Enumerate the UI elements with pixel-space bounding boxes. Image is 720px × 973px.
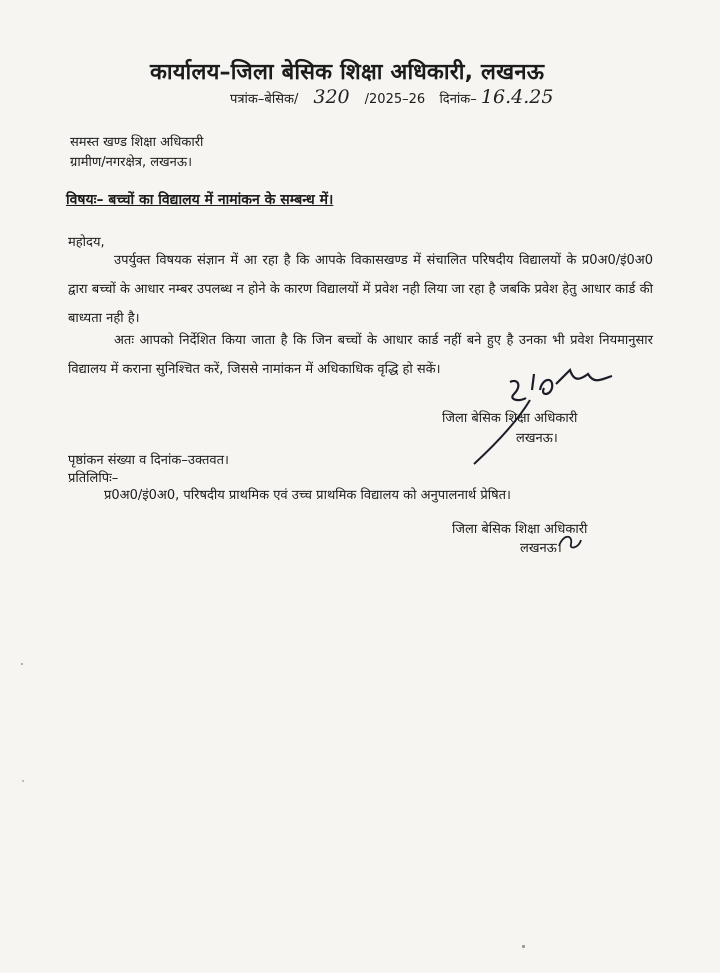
recipient-line-2: ग्रामीण/नगरक्षेत्र, लखनऊ। [70,155,193,170]
signature-2-place: लखनऊ। [520,541,562,556]
copy-label: प्रतिलिपिः– [68,471,119,486]
patrank-label: पत्रांक–बेसिक/ [230,92,299,107]
scan-speck [522,945,525,948]
salutation: महोदय, [68,235,105,250]
patrank-number: 320 [313,86,350,108]
office-title: कार्यालय–जिला बेसिक शिक्षा अधिकारी, लखनऊ [150,60,545,85]
body-paragraph-2: अतः आपको निर्देशित किया जाता है कि जिन बच्चों के आधार कार्ड नहीं बने हुए है उनका भी प्रवेश नियमानुसार विद्यालय में कराना सुनिश्चित करें, जिससे नामांकन में अधिकाधिक वृद्धि हो सकें। [68,333,653,377]
scan-speck [22,780,24,782]
initial-mark [555,530,585,552]
copy-to-line: प्र0अ0/इं0अ0, परिषदीय प्राथमिक एवं उच्च प्राथमिक विद्यालय को अनुपालनार्थ प्रेषित। [104,488,511,503]
reference-line [230,86,553,108]
endorsement-line: पृष्ठांकन संख्या व दिनांक–उक्तवत। [68,453,229,468]
body-paragraph-1: उपर्युक्त विषयक संज्ञान में आ रहा है कि आपके विकासखण्ड में संचालित परिषदीय विद्यालयों के प्र0अ0/इं0अ0 द्वारा बच्चों के आधार नम्बर उपलब्ध न होने के कारण विद्यालयों में प्रवेश नही लिया जा रहा है जबकि प्रवेश हेतु आधार कार्ड की बाध्यता नही है। [68,253,653,326]
session-label: /2025–26 [364,92,426,107]
dinank-value: 16.4.25 [480,86,554,108]
scan-speck [21,663,23,665]
dinank-label: दिनांक– [439,92,477,107]
subject-line: विषयः– बच्चों का विद्यालय में नामांकन के सम्बन्ध में। [66,192,334,208]
signature-2-designation: जिला बेसिक शिक्षा अधिकारी [452,522,588,537]
signature-1-place: लखनऊ। [516,431,558,446]
signature-1-designation: जिला बेसिक शिक्षा अधिकारी [442,411,578,426]
recipient-line-1: समस्त खण्ड शिक्षा अधिकारी [70,135,204,150]
